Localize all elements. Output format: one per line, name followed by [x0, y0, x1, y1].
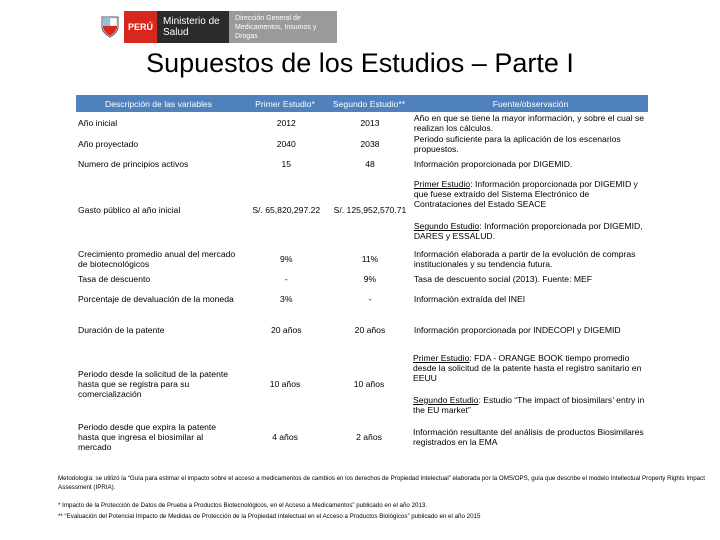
- table-row: [76, 272, 648, 286]
- row-segundo: 20 años: [354, 325, 386, 335]
- row-variable: Porcentaje de devaluación de la moneda: [78, 294, 234, 304]
- table-row: [76, 134, 648, 154]
- row-segundo: 2038: [360, 139, 380, 149]
- ministerio-label: Ministerio de Salud: [157, 11, 229, 43]
- table-row: [76, 154, 648, 174]
- row-primer: S/. 65,820,297.22: [252, 205, 321, 215]
- row-segundo: -: [368, 294, 372, 304]
- row-fuente: [410, 179, 648, 241]
- row-variable: Duración de la patente: [78, 325, 165, 335]
- fuente-segundo: Segundo Estudio: Información proporcionada por DIGEMID, DARES y ESSALUD.: [413, 221, 643, 241]
- row-segundo: S/. 125,952,570.71: [333, 205, 407, 215]
- row-segundo: 48: [365, 159, 375, 169]
- header-fuente: Fuente/observación: [492, 98, 569, 109]
- row-variable: Año proyectado: [78, 139, 139, 149]
- header-primer-estudio: Primer Estudio*: [255, 98, 315, 109]
- row-fuente: Tasa de descuento social (2013). Fuente: MEF: [413, 274, 593, 284]
- table-row: [76, 420, 648, 454]
- row-fuente: Información proporcionada por DIGEMID.: [413, 159, 573, 169]
- coat-of-arms-icon: [100, 15, 120, 39]
- footer-note-2: ** “Evaluación del Potencial Impacto de Medidas de Protección de la Propiedad Intelectual en el Acceso a Productos Biológicos” publicado en el año 2015: [58, 513, 481, 520]
- row-segundo: 2 años: [356, 432, 382, 442]
- row-fuente: Información proporcionada por INDECOPI y DIGEMID: [413, 325, 621, 335]
- row-primer: 3%: [280, 294, 293, 304]
- header-logo: [100, 10, 337, 44]
- row-variable: Gasto público al año inicial: [78, 205, 181, 215]
- fuente-segundo: Segundo Estudio: Estudio “The impact of biosimilars’ entry in the EU market”: [413, 395, 645, 415]
- row-primer: 20 años: [270, 325, 302, 335]
- row-segundo: 9%: [363, 274, 377, 284]
- row-primer: 2012: [276, 118, 296, 128]
- row-primer: 10 años: [269, 379, 301, 389]
- table-row: [76, 348, 648, 420]
- assumptions-table: [76, 95, 648, 454]
- table-row: [76, 174, 648, 246]
- table-row: [76, 286, 648, 312]
- row-variable: Periodo desde la solicitud de la patente hasta que se registra para su comercialización: [78, 369, 229, 399]
- row-segundo: 2013: [360, 118, 380, 128]
- footer-metodologia: Metodología: se utilizó la “Guía para estimar el impacto sobre el acceso a medicamentos de cambios en los derechos de Propiedad Intelectual” elaborada por la OMS/OPS, guía que describe el modelo Intellectual Property Rights Impact Assessment (IPRIA).: [58, 475, 705, 491]
- row-fuente: Información resultante del análisis de productos Biosimilares registrados en la EMA: [413, 427, 644, 447]
- row-primer: 4 años: [272, 432, 298, 442]
- header-variables: Descripción de las variables: [105, 98, 212, 109]
- fuente-primer: Primer Estudio: Información proporcionada por DIGEMID y que fuese extraído del Sistema Electrónico de Contrataciones del Estado SEACE: [413, 179, 638, 209]
- header-segundo-estudio: Segundo Estudio**: [332, 98, 406, 109]
- table-row: [76, 112, 648, 134]
- row-primer: 15: [281, 159, 292, 169]
- row-segundo: 11%: [361, 254, 379, 264]
- row-primer: 9%: [280, 254, 293, 264]
- row-variable: Numero de principios activos: [78, 159, 189, 169]
- footer-note-1: * Impacto de la Protección de Datos de Prueba a Productos Biotecnológicos, en el Acceso a Medicamentos” publicado en el año 2013.: [58, 502, 428, 509]
- fuente-primer: Primer Estudio: FDA - ORANGE BOOK tiempo promedio desde la solicitud de la patente hasta el registro sanitario en EEUU: [413, 353, 642, 383]
- row-variable: Crecimiento promedio anual del mercado de biotecnológicos: [78, 249, 236, 269]
- row-fuente: Año en que se tiene la mayor información, y sobre el cual se realizan los cálculos.: [413, 113, 645, 133]
- row-fuente: Información elaborada a partir de la evolución de compras institucionales y su tendencia futura.: [413, 249, 636, 269]
- page-title: Supuestos de los Estudios – Parte I: [146, 48, 574, 78]
- table-header: [76, 95, 648, 112]
- row-variable: Año inicial: [78, 118, 118, 128]
- row-fuente: Periodo suficiente para la aplicación de los escenarios propuestos.: [413, 134, 621, 154]
- table-row: [76, 312, 648, 348]
- row-variable: Periodo desde que expira la patente hasta que ingresa el biosimilar al mercado: [78, 422, 217, 452]
- direccion-label: Dirección General de Medicamentos, Insumos y Drogas: [229, 11, 337, 43]
- row-primer: 2040: [276, 139, 296, 149]
- row-fuente: [409, 353, 648, 415]
- row-primer: -: [284, 274, 288, 284]
- table-row: [76, 246, 648, 272]
- row-segundo: 10 años: [353, 379, 385, 389]
- row-variable: Tasa de descuento: [78, 274, 151, 284]
- row-fuente: Información extraída del INEI: [413, 294, 526, 304]
- peru-label: PERÚ: [124, 11, 157, 43]
